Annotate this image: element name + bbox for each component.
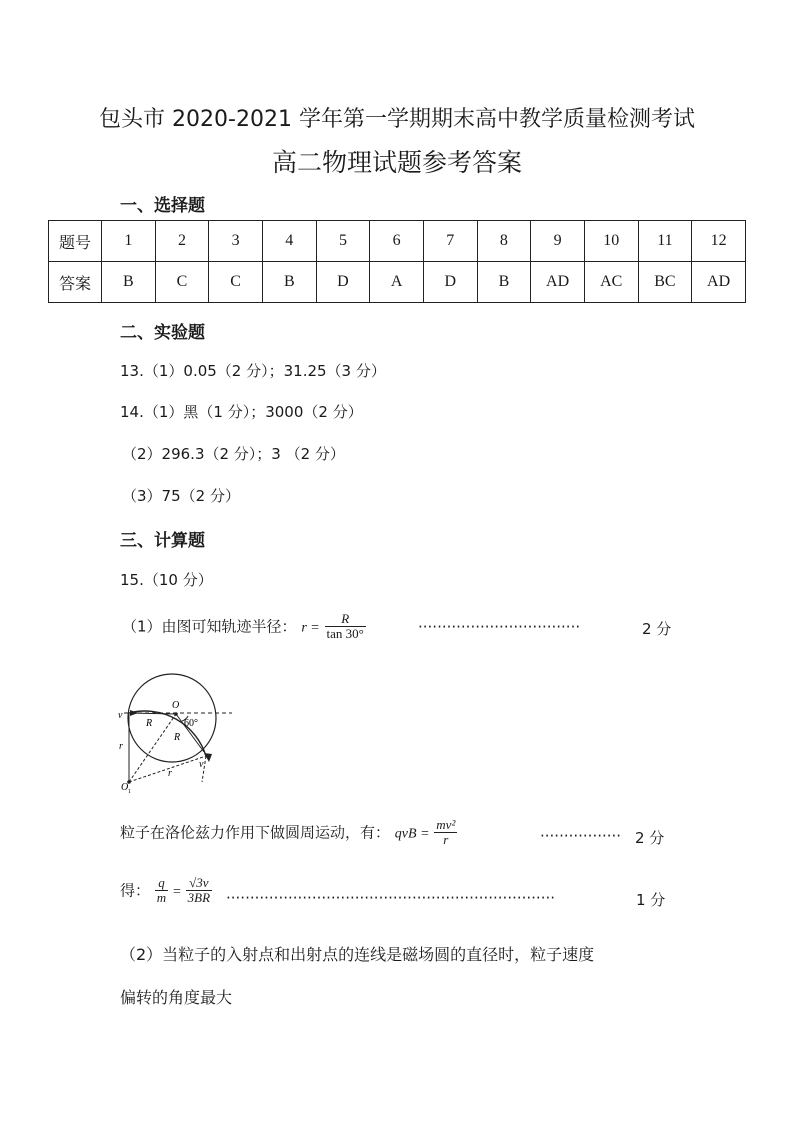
table-cell: B (477, 262, 531, 303)
fraction-numerator: mv² (436, 817, 456, 832)
fraction-numerator: q (155, 876, 168, 891)
solution-paragraph-line1: （2）当粒子的入射点和出射点的连线是磁场圆的直径时，粒子速度 (120, 945, 595, 964)
figure-label: 1 (128, 789, 131, 795)
solution-text: 得： (120, 881, 151, 900)
fraction-denominator: 3BR (187, 890, 211, 906)
table-cell: 12 (692, 221, 746, 262)
formula-fraction (434, 818, 457, 848)
table-cell: B (262, 262, 316, 303)
fraction-denominator: m (156, 890, 167, 906)
table-cell: 1 (102, 221, 156, 262)
table-row-numbers (49, 221, 746, 262)
table-cell: C (155, 262, 209, 303)
figure-label: R (174, 732, 181, 743)
table-cell: 6 (370, 221, 424, 262)
figure-label: O (121, 782, 129, 793)
leader-dots: ·································· (418, 618, 581, 636)
table-cell: AD (531, 262, 585, 303)
table-cell: C (209, 262, 263, 303)
table-cell: D (423, 262, 477, 303)
table-cell: D (316, 262, 370, 303)
solution-line-1 (122, 612, 366, 642)
fraction-numerator: R (325, 612, 366, 627)
answer-line-q14-3: （3）75（2 分） (122, 487, 240, 505)
equals-sign: = (172, 884, 181, 900)
figure-label: r (168, 768, 172, 779)
section-heading-choice: 一、选择题 (120, 196, 205, 216)
answer-table (48, 220, 746, 303)
table-header-cell: 题号 (49, 221, 102, 262)
fraction-denominator: tan 30° (326, 626, 364, 642)
table-cell: AD (692, 262, 746, 303)
table-cell: B (102, 262, 156, 303)
formula-fraction (155, 876, 168, 906)
table-cell: BC (638, 262, 692, 303)
section-heading-calculation: 三、计算题 (120, 531, 205, 551)
table-cell: 2 (155, 221, 209, 262)
score-label: 2 分 (635, 829, 665, 847)
question-number-15: 15.（10 分） (120, 571, 213, 589)
fraction-denominator: r (443, 832, 449, 848)
solution-text: （1）由图可知轨迹半径： (122, 617, 297, 636)
fraction-numerator: √3v (186, 876, 212, 891)
answer-line-q14-1: 14.（1）黑（1 分）；3000（2 分） (120, 403, 363, 421)
figure-label: v (118, 710, 123, 721)
solution-line-3 (120, 876, 212, 906)
figure-label: O (172, 700, 180, 711)
solution-paragraph-line2: 偏转的角度最大 (120, 988, 233, 1007)
document-title-line2: 高二物理试题参考答案 (271, 148, 522, 177)
table-cell: 10 (584, 221, 638, 262)
score-label: 2 分 (642, 620, 672, 638)
solution-line-2 (120, 818, 457, 848)
answer-line-q14-2: （2）296.3（2 分）；3 （2 分） (122, 445, 345, 463)
formula-lhs: qvB = (394, 826, 430, 842)
figure-label: R (146, 718, 153, 729)
table-cell: 11 (638, 221, 692, 262)
trajectory-diagram (116, 664, 240, 796)
formula-lhs: r = (301, 620, 320, 636)
table-cell: A (370, 262, 424, 303)
section-heading-experiment: 二、实验题 (120, 323, 205, 343)
table-header-cell: 答案 (49, 262, 102, 303)
velocity-arrowhead-exit (204, 753, 212, 762)
formula-fraction (186, 876, 212, 906)
solution-text: 粒子在洛伦兹力作用下做圆周运动，有： (120, 823, 391, 842)
table-cell: 3 (209, 221, 263, 262)
leader-dots: ················· (540, 827, 622, 845)
score-label: 1 分 (636, 891, 666, 909)
leader-dots: ····································································· (226, 889, 555, 907)
figure-label: 60° (184, 718, 198, 729)
document-title-line1: 包头市 2020-2021 学年第一学期期末高中教学质量检测考试 (99, 107, 695, 132)
figure-label: v (199, 759, 204, 770)
table-cell: 9 (531, 221, 585, 262)
center-point-O (174, 712, 178, 716)
figure-label: r (119, 741, 123, 752)
table-cell: AC (584, 262, 638, 303)
table-cell: 8 (477, 221, 531, 262)
table-row-answers (49, 262, 746, 303)
table-cell: 4 (262, 221, 316, 262)
table-cell: 7 (423, 221, 477, 262)
formula-fraction (325, 612, 366, 642)
answer-line-q13: 13.（1）0.05（2 分）；31.25（3 分） (120, 362, 386, 380)
table-cell: 5 (316, 221, 370, 262)
